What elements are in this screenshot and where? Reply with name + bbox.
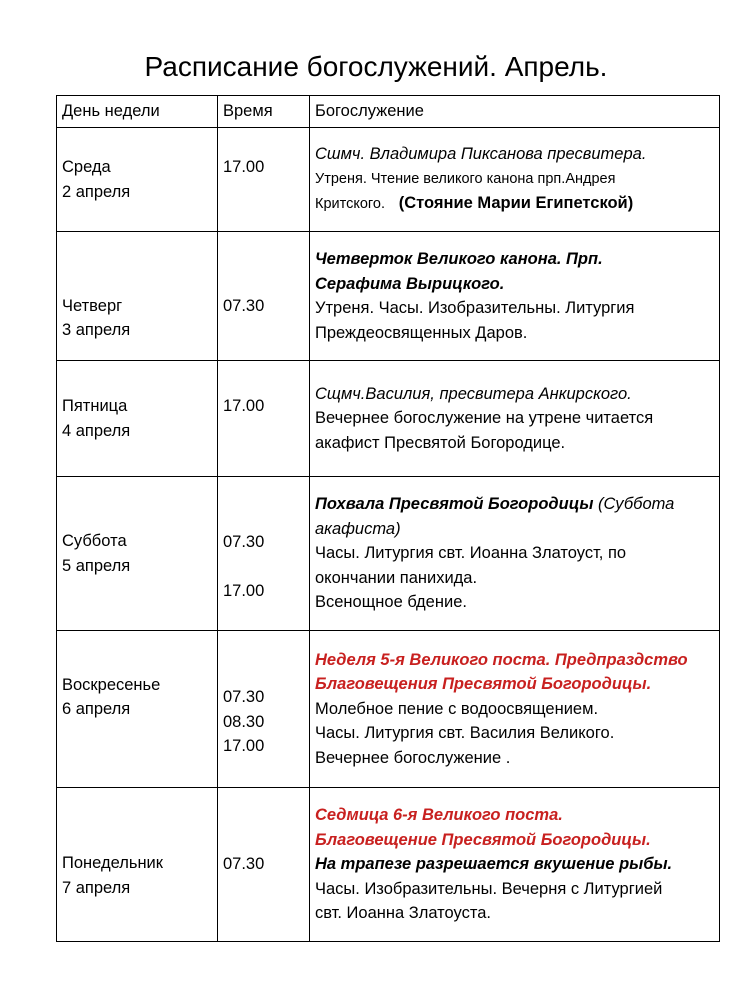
day-cell bbox=[57, 477, 218, 631]
table-row bbox=[57, 788, 720, 942]
service-line: Сщмч.Василия, пресвитера Анкирского. bbox=[315, 384, 632, 403]
service-cell bbox=[310, 477, 720, 631]
header-time: Время bbox=[218, 96, 310, 128]
service-line: Неделя 5-я Великого поста. Предпраздство bbox=[315, 650, 688, 669]
day-cell bbox=[57, 128, 218, 232]
weekday: Четверг bbox=[62, 296, 123, 315]
service-line: Благовещение Пресвятой Богородицы. bbox=[315, 830, 651, 849]
service-cell bbox=[310, 361, 720, 477]
service-cell bbox=[310, 631, 720, 788]
time: 07.30 bbox=[223, 688, 265, 707]
weekday: Понедельник bbox=[62, 854, 163, 872]
service-line: Утреня. Чтение великого канона прп.Андрея bbox=[315, 170, 616, 187]
service-line: Критского. bbox=[315, 196, 385, 213]
date: 6 апреля bbox=[62, 700, 131, 718]
service-line: свт. Иоанна Златоуста. bbox=[315, 904, 491, 923]
service-line: акафист Пресвятой Богородице. bbox=[315, 433, 566, 452]
date: 3 апреля bbox=[62, 321, 131, 339]
time: 17.00 bbox=[223, 397, 265, 416]
day-cell bbox=[57, 631, 218, 788]
date: 5 апреля bbox=[62, 556, 131, 575]
table-row bbox=[57, 477, 720, 631]
time-cell bbox=[218, 232, 310, 361]
time: 07.30 bbox=[223, 532, 265, 551]
time: 17.00 bbox=[223, 737, 265, 756]
service-cell bbox=[310, 128, 720, 232]
date: 4 апреля bbox=[62, 421, 131, 440]
service-line: (Стояние Марии Египетской) bbox=[398, 194, 634, 213]
header-service: Богослужение bbox=[310, 96, 720, 128]
weekday: Воскресенье bbox=[62, 675, 161, 694]
table-row bbox=[57, 361, 720, 477]
table-row bbox=[57, 128, 720, 232]
service-line: Вечернее богослужение . bbox=[315, 748, 511, 767]
service-line: Преждеосвященных Даров. bbox=[315, 323, 528, 342]
service-line: Часы. Литургия свт. Василия Великого. bbox=[315, 724, 615, 743]
service-cell bbox=[310, 788, 720, 942]
time-cell bbox=[218, 788, 310, 942]
weekday: Пятница bbox=[62, 397, 128, 415]
service-line: Всенощное бдение. bbox=[315, 593, 467, 612]
service-line: Часы. Изобразительны. Вечерня с Литургией bbox=[315, 879, 663, 898]
service-line: Молебное пение с водоосвящением. bbox=[315, 699, 599, 718]
weekday: Суббота bbox=[62, 532, 127, 550]
time: 07.30 bbox=[223, 855, 265, 874]
service-line: Вечернее богослужение на утрене читается bbox=[315, 409, 654, 428]
service-line: Часы. Литургия свт. Иоанна Златоуст, по bbox=[315, 544, 627, 563]
time-cell bbox=[218, 128, 310, 232]
day-cell bbox=[57, 788, 218, 942]
date: 2 апреля bbox=[62, 182, 131, 201]
header-day: День недели bbox=[57, 96, 218, 128]
page-title: Расписание богослужений. Апрель. bbox=[144, 51, 608, 82]
service-line: Утреня. Часы. Изобразительны. Литургия bbox=[315, 299, 635, 317]
table-header-row bbox=[57, 96, 720, 128]
service-line: Сшмч. Владимира Пиксанова пресвитера. bbox=[315, 145, 647, 164]
time: 17.00 bbox=[223, 158, 265, 177]
service-line: Благовещения Пресвятой Богородицы. bbox=[315, 675, 652, 694]
service-line: Четверток Великого канона. Прп. bbox=[315, 250, 603, 268]
table-row bbox=[57, 631, 720, 788]
table-row bbox=[57, 232, 720, 361]
service-line: Серафима Вырицкого. bbox=[315, 274, 505, 293]
service-line: Похвала Пресвятой Богородицы bbox=[315, 495, 594, 514]
time: 07.30 bbox=[223, 296, 265, 315]
service-cell bbox=[310, 232, 720, 361]
service-line: акафиста) bbox=[315, 519, 401, 538]
time-cell bbox=[218, 631, 310, 788]
weekday: Среда bbox=[62, 158, 111, 176]
service-line: На трапезе разрешается вкушение рыбы. bbox=[315, 855, 673, 874]
time: 08.30 bbox=[223, 712, 265, 731]
schedule-table bbox=[56, 95, 720, 942]
service-line: Седмица 6-я Великого поста. bbox=[315, 806, 563, 825]
day-cell bbox=[57, 361, 218, 477]
service-line: окончании панихида. bbox=[315, 568, 478, 587]
date: 7 апреля bbox=[62, 878, 131, 897]
time-cell bbox=[218, 477, 310, 631]
day-cell bbox=[57, 232, 218, 361]
time: 17.00 bbox=[223, 581, 265, 600]
time-cell bbox=[218, 361, 310, 477]
service-line: (Суббота bbox=[598, 495, 675, 514]
